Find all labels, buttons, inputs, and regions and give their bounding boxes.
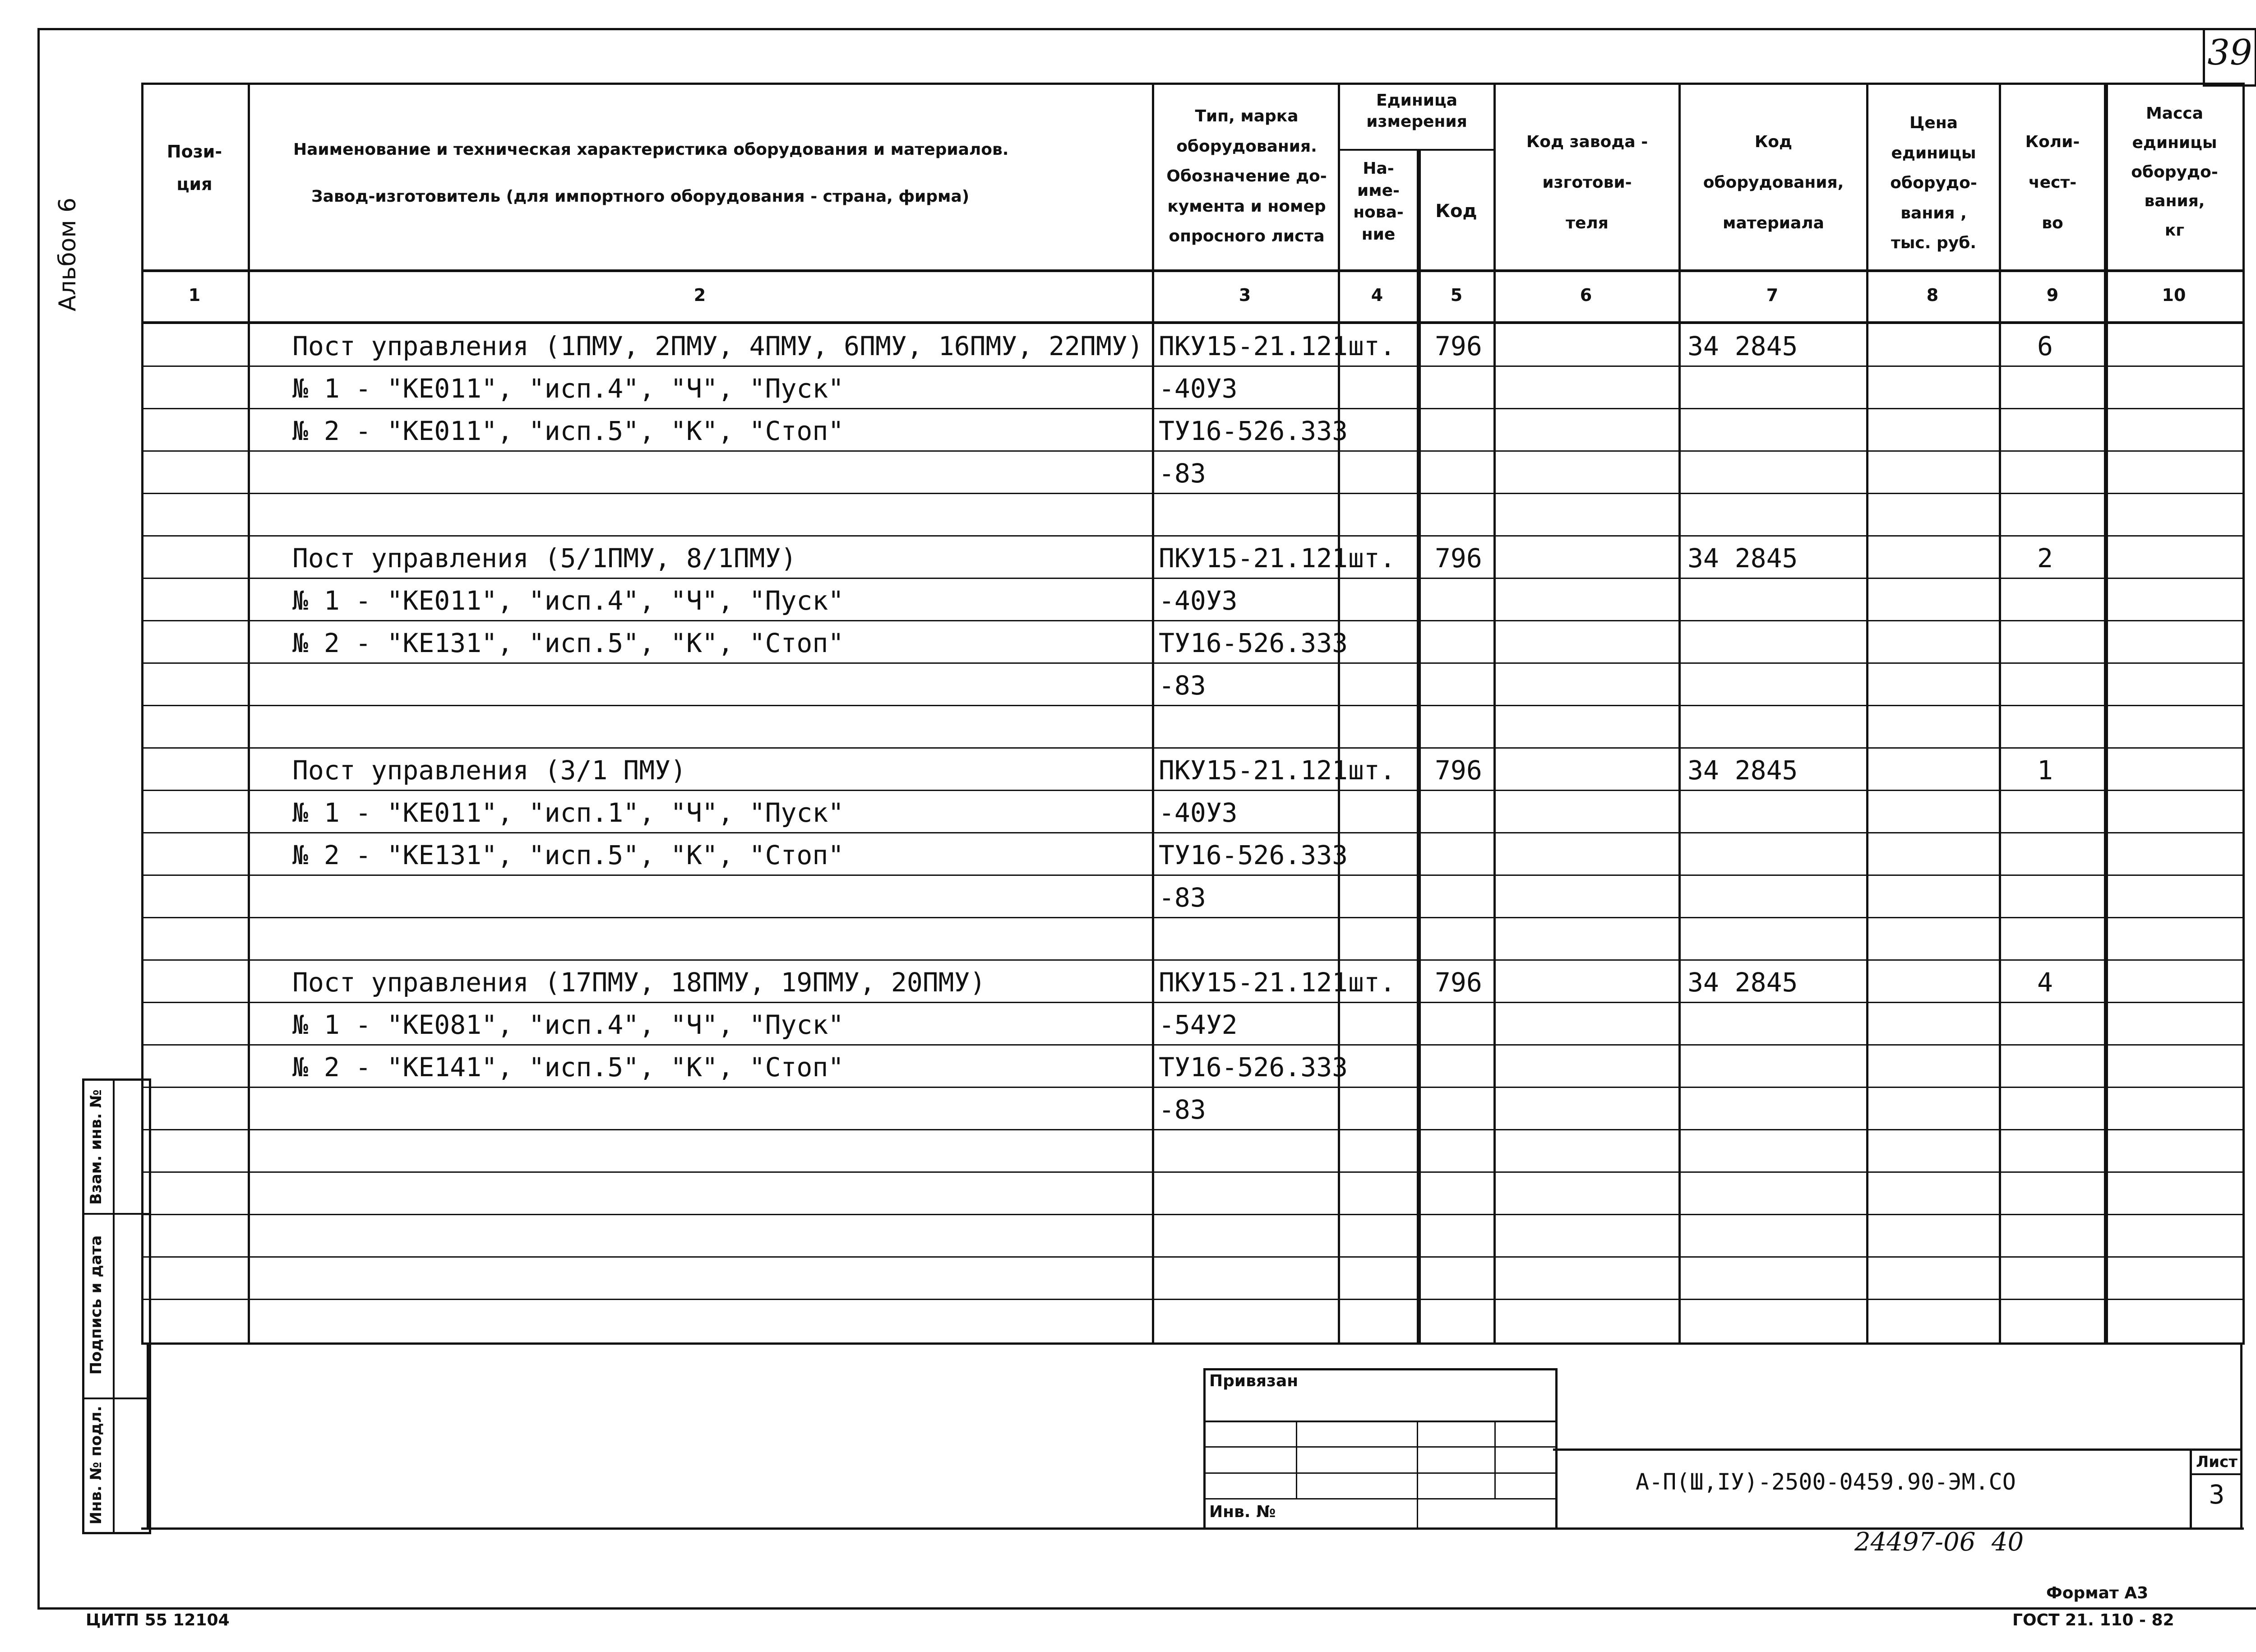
column-number: 4 [1371,285,1383,305]
cell-name: Пост управления (5/1ПМУ, 8/1ПМУ) [292,543,797,574]
side-stamp-row [82,1397,149,1399]
cell-type: -40У3 [1159,797,1238,828]
cell-name: № 2 - "КЕ011", "исп.5", "К", "Стоп" [292,416,844,446]
column-number: 10 [2162,285,2186,305]
cell-name: № 2 - "КЕ131", "исп.5", "К", "Стоп" [292,840,844,870]
privyazan-col [1417,1421,1418,1527]
corner-sheet-number: 39 [2207,32,2252,73]
hdr-type: Тип, марка оборудования. Обозначение до- кумента и номер опросного листа [1166,107,1327,246]
cell-name: Пост управления (3/1 ПМУ) [292,755,686,786]
table-row-line [141,875,2242,876]
inv-no-label: Инв. № [1209,1503,1276,1521]
table-row-line [141,408,2242,409]
hdr-price: Цена единицы оборудо- вания , тыс. руб. [1890,114,1977,253]
cell-name: № 1 - "КЕ011", "исп.4", "Ч", "Пуск" [292,373,844,404]
column-number: 8 [1926,285,1939,305]
list-label: Лист [2196,1453,2238,1471]
hdr-mass: Масса единицы оборудо- вания, кг [2131,104,2218,240]
table-row-line [141,705,2242,706]
cell-type: -54У2 [1159,1009,1238,1040]
hdr-qty: Коли- чест- во [2025,133,2080,232]
cell-name: № 1 - "КЕ081", "исп.4", "Ч", "Пуск" [292,1009,844,1040]
table-row-line [141,917,2242,918]
table-row-line [141,1087,2242,1088]
doc-code: А-П(Ш,ІУ)-2500-0459.90-ЭМ.СО [1636,1469,2016,1495]
cell-equip: 34 2845 [1687,967,1798,998]
column-number: 7 [1766,285,1779,305]
format-label: Формат А3 [2046,1584,2149,1602]
side-vzam: Взам. инв. № [87,1089,105,1205]
citp-label: ЦИТП 55 12104 [86,1611,230,1629]
table-row-line [141,578,2242,579]
cell-code: 796 [1435,331,1482,361]
column-number: 9 [2046,285,2059,305]
column-number: 6 [1580,285,1592,305]
album-label: Альбом 6 [54,197,81,311]
cell-type: ТУ16-526.333 [1159,628,1348,658]
hdr-name: Наименование и техническая характеристика оборудования и материалов. Завод-изготовитель (для импортного оборудования - страна, фирма) [293,140,1009,206]
cell-equip: 34 2845 [1687,543,1798,574]
table-row-line [141,1171,2242,1173]
cell-unit: шт. [1348,331,1396,361]
privyazan-line [1203,1498,1555,1499]
cell-type: ТУ16-526.333 [1159,840,1348,870]
privyazan-label: Привязан [1209,1372,1299,1390]
column-number: 1 [188,285,201,305]
cell-name: № 2 - "КЕ131", "исп.5", "К", "Стоп" [292,628,844,658]
side-stamp-divider [113,1078,115,1534]
bottom-block-left [147,1342,149,1530]
table-row-line [141,1002,2242,1003]
hdr-unit-group: Единица измерения [1366,91,1467,131]
privyazan-col [1494,1421,1496,1499]
table-row-line [141,450,2242,452]
privyazan-line [1203,1472,1555,1474]
cell-name: Пост управления (1ПМУ, 2ПМУ, 4ПМУ, 6ПМУ, 16ПМУ, 22ПМУ) [292,331,1143,361]
header-bottom-line [141,269,2242,272]
table-row-line [141,1129,2242,1130]
privyazan-col [1296,1421,1297,1499]
table-row-line [141,790,2242,791]
side-podpis: Подпись и дата [87,1235,105,1375]
table-row-line [141,832,2242,833]
cell-qty: 6 [2037,331,2053,361]
list-number: 3 [2209,1479,2225,1510]
column-number: 3 [1239,285,1251,305]
table-row-line [141,620,2242,621]
cell-type: ТУ16-526.333 [1159,416,1348,446]
cell-unit: шт. [1348,755,1396,786]
column-number: 5 [1450,285,1463,305]
cell-type: ПКУ15-21.121 [1159,755,1348,786]
hdr-pos: Пози- ция [166,142,222,194]
table-row-line [141,535,2242,537]
table-row-line [141,747,2242,749]
cell-name: № 1 - "КЕ011", "исп.4", "Ч", "Пуск" [292,585,844,616]
table-row-line [141,662,2242,664]
cell-type: -83 [1159,670,1206,701]
table-row-line [141,493,2242,494]
cell-qty: 4 [2037,967,2053,998]
table-row-line [141,1044,2242,1046]
cell-type: -40У3 [1159,373,1238,404]
cell-code: 796 [1435,543,1482,574]
cell-code: 796 [1435,755,1482,786]
cell-qty: 2 [2037,543,2053,574]
side-stamp-row [82,1213,149,1215]
cell-qty: 1 [2037,755,2053,786]
cell-type: ПКУ15-21.121 [1159,967,1348,998]
table-row-line [141,366,2242,367]
privyazan-line [1203,1421,1555,1422]
table-row-line [141,1256,2242,1258]
colnum-bottom-line [141,321,2242,324]
cell-type: -40У3 [1159,585,1238,616]
hdr-equip-code: Код оборудования, материала [1703,133,1844,232]
cell-name: № 2 - "КЕ141", "исп.5", "К", "Стоп" [292,1052,844,1083]
cell-code: 796 [1435,967,1482,998]
table-row-line [141,1299,2242,1300]
unit-split-line [1338,149,1496,151]
cell-name: № 1 - "КЕ011", "исп.1", "Ч", "Пуск" [292,797,844,828]
cell-type: -83 [1159,458,1206,489]
col-line [1417,149,1421,1344]
hdr-factory-code: Код завода - изготови- теля [1526,133,1648,232]
cell-type: ТУ16-526.333 [1159,1052,1348,1083]
gost-label: ГОСТ 21. 110 - 82 [2012,1611,2174,1629]
doc-block-top [1553,1448,2242,1451]
list-box-mid [2190,1473,2242,1475]
hdr-unit-code: Код [1435,201,1477,222]
table-row-line [141,959,2242,961]
side-inv: Инв. № подл. [87,1406,105,1525]
privyazan-line [1203,1446,1555,1448]
cell-unit: шт. [1348,543,1396,574]
cell-type: ПКУ15-21.121 [1159,331,1348,361]
hdr-unit-name: На- име- нова- ние [1353,159,1404,244]
column-number: 2 [693,285,706,305]
handwritten-number: 24497-06 40 [1854,1527,2024,1557]
cell-type: -83 [1159,882,1206,913]
cell-equip: 34 2845 [1687,755,1798,786]
cell-unit: шт. [1348,967,1396,998]
table-row-line [141,1214,2242,1215]
cell-type: -83 [1159,1094,1206,1125]
cell-equip: 34 2845 [1687,331,1798,361]
cell-name: Пост управления (17ПМУ, 18ПМУ, 19ПМУ, 20ПМУ) [292,967,986,998]
cell-type: ПКУ15-21.121 [1159,543,1348,574]
